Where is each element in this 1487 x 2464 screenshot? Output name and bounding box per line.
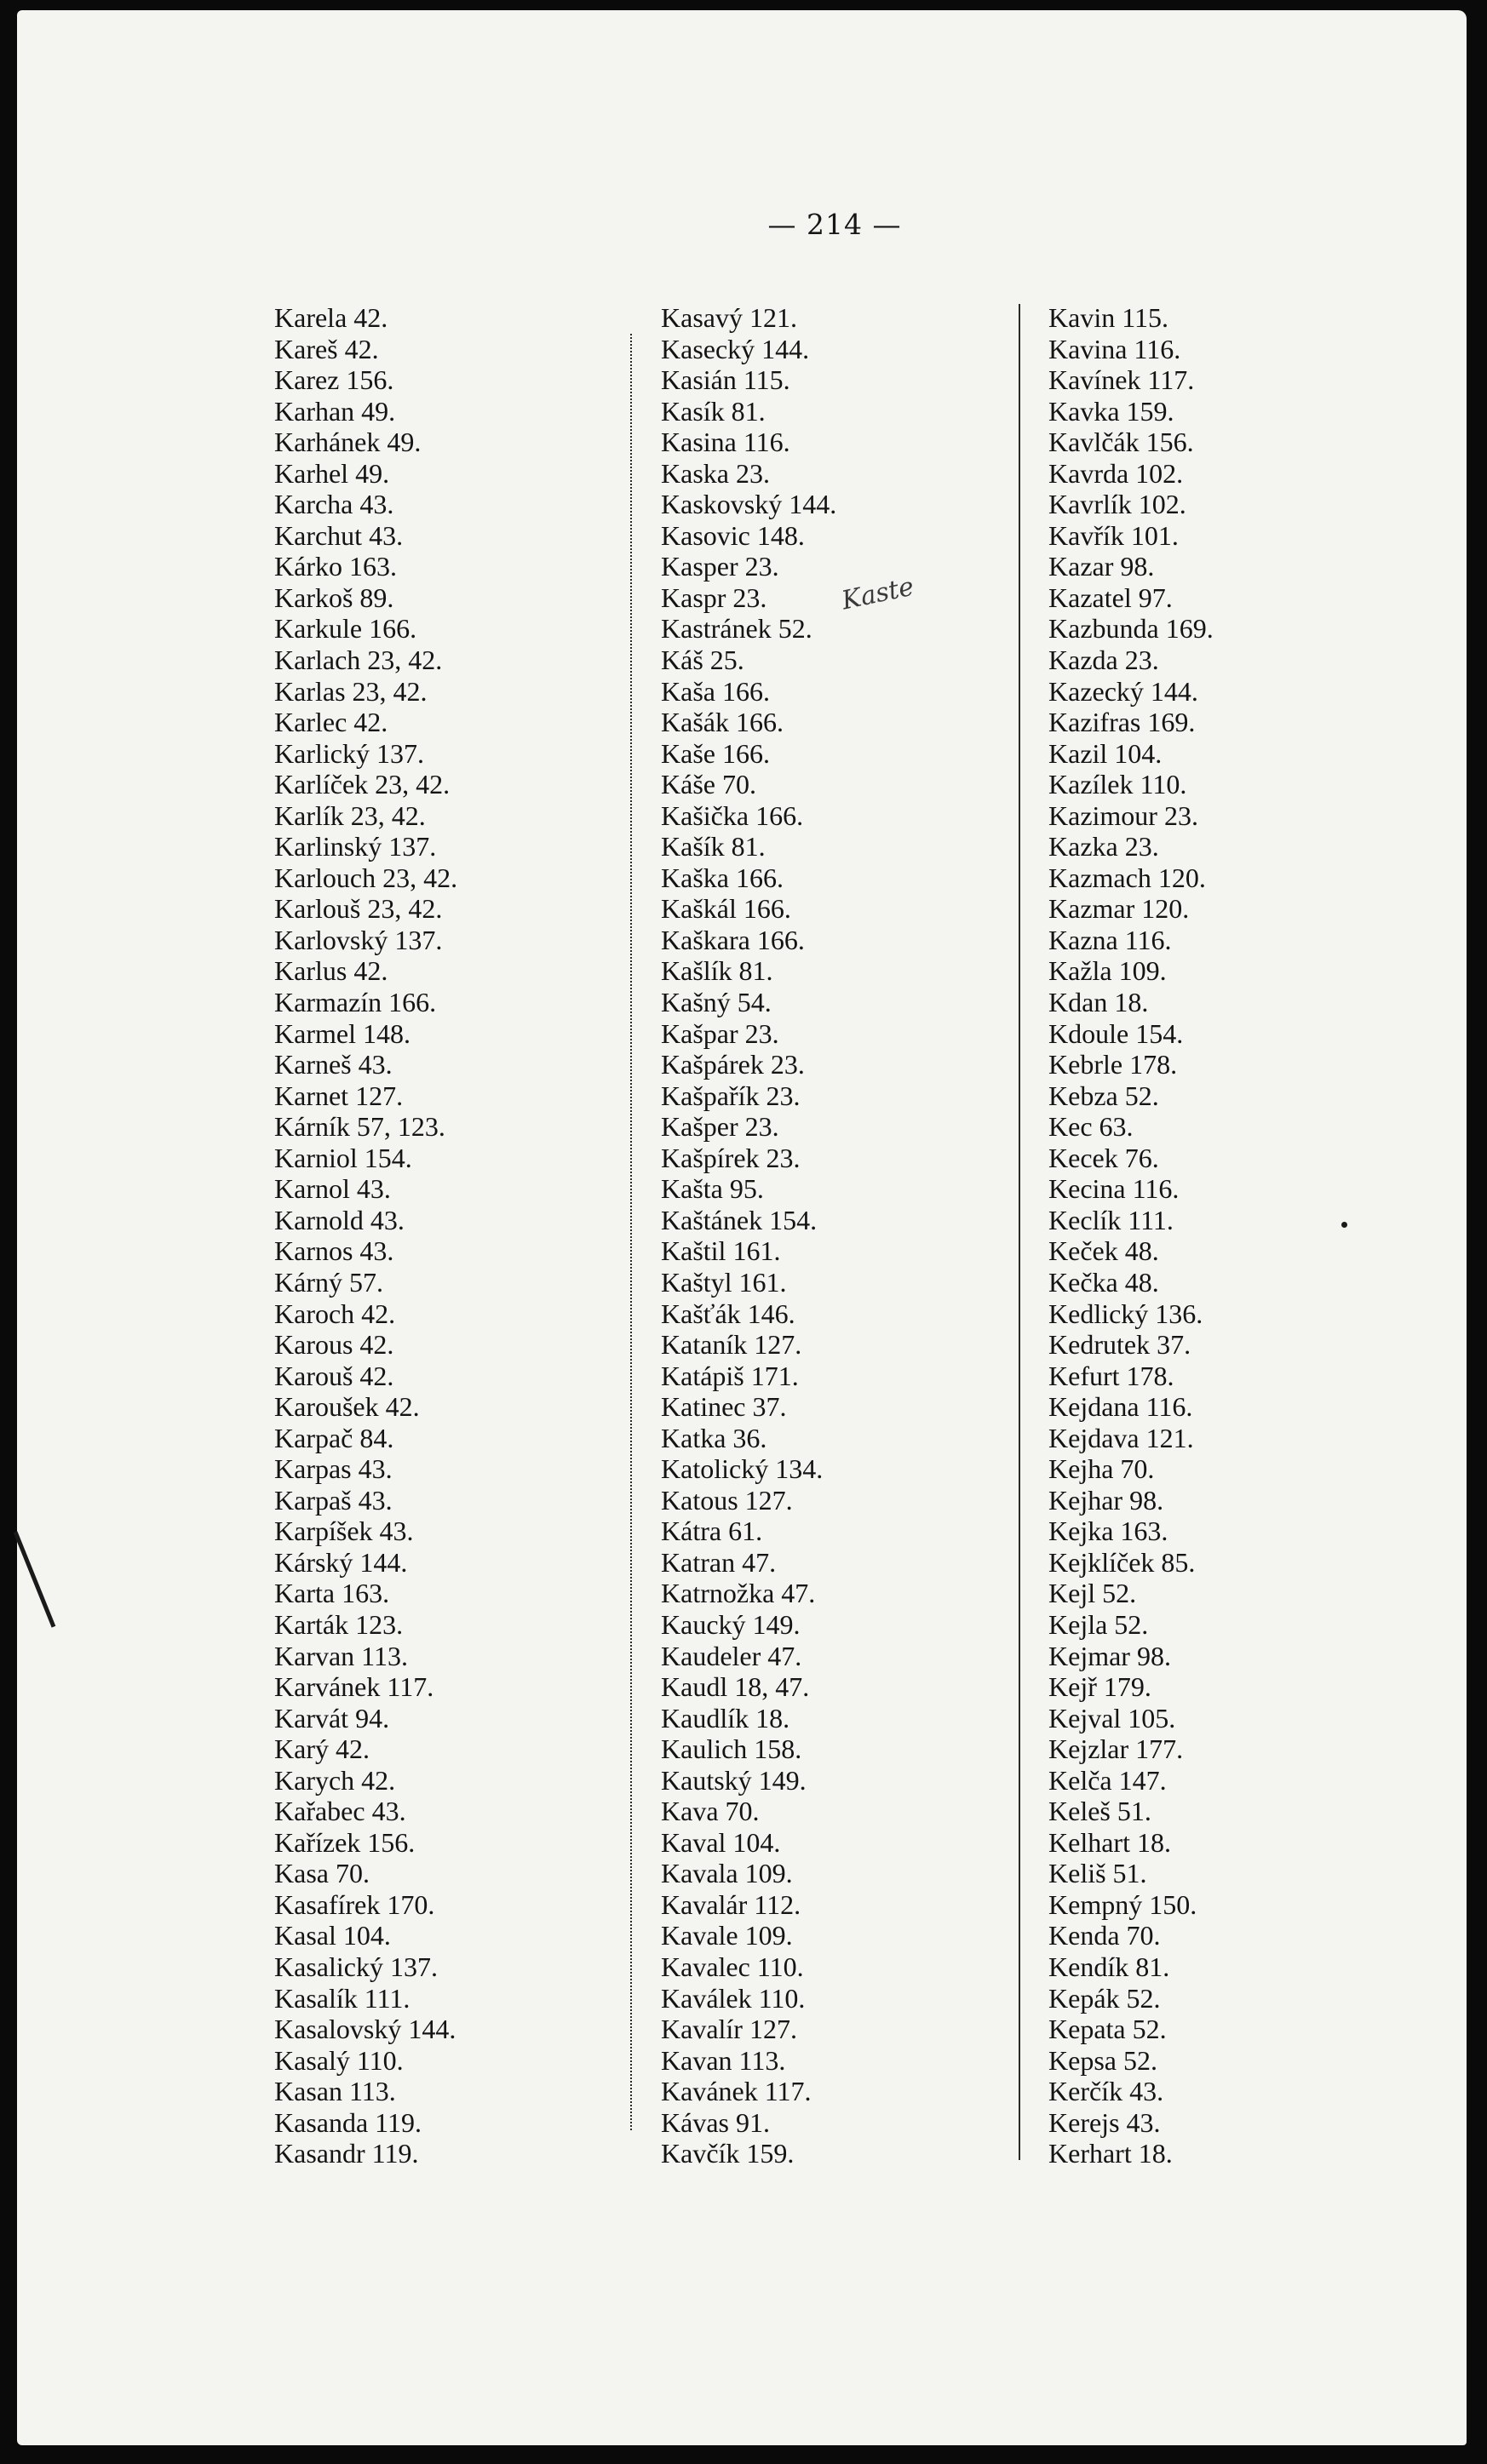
index-entry: Kerejs 43. bbox=[1048, 2106, 1161, 2138]
index-entry: Kazka 23. bbox=[1048, 831, 1159, 862]
index-entry: Keliš 51. bbox=[1048, 1858, 1147, 1889]
index-entry: Katran 47. bbox=[661, 1546, 777, 1578]
name-column-2 bbox=[661, 302, 836, 2169]
index-entry: Kazifras 169. bbox=[1048, 707, 1196, 738]
index-entry: Kazecký 144. bbox=[1048, 675, 1198, 707]
index-entry: Karlík 23, 42. bbox=[274, 799, 426, 831]
index-entry: Kašpírek 23. bbox=[661, 1142, 801, 1173]
index-entry: Kaskovský 144. bbox=[661, 489, 837, 520]
index-entry: Kdan 18. bbox=[1048, 987, 1149, 1018]
index-entry: Kasík 81. bbox=[661, 395, 766, 427]
index-entry: Kaškál 166. bbox=[661, 893, 791, 925]
index-entry: Kejha 70. bbox=[1048, 1453, 1155, 1485]
index-entry: Keleš 51. bbox=[1048, 1796, 1151, 1827]
index-entry: Kasafírek 170. bbox=[274, 1888, 435, 1920]
index-entry: Kazar 98. bbox=[1048, 551, 1155, 582]
index-entry: Karez 156. bbox=[274, 364, 394, 396]
index-entry: Karkoš 89. bbox=[274, 582, 394, 613]
index-entry: Karpač 84. bbox=[274, 1422, 394, 1453]
index-entry: Karela 42. bbox=[274, 302, 388, 333]
index-entry: Karlach 23, 42. bbox=[274, 645, 443, 676]
index-entry: Kasper 23. bbox=[661, 551, 779, 582]
index-entry: Karchut 43. bbox=[274, 519, 404, 551]
index-entry: Karpíšek 43. bbox=[274, 1516, 414, 1547]
index-entry: Karlouš 23, 42. bbox=[274, 893, 443, 925]
index-entry: Kdoule 154. bbox=[1048, 1017, 1184, 1049]
index-entry: Karlus 42. bbox=[274, 955, 388, 987]
index-entry: Kerčík 43. bbox=[1048, 2076, 1164, 2107]
index-entry: Káš 25. bbox=[661, 645, 744, 676]
index-entry: Kašper 23. bbox=[661, 1111, 779, 1143]
index-entry: Kava 70. bbox=[661, 1796, 760, 1827]
index-entry: Karoch 42. bbox=[274, 1298, 396, 1329]
index-entry: Karoušek 42. bbox=[274, 1391, 420, 1423]
index-entry: Kaválek 110. bbox=[661, 1982, 806, 2014]
index-entry: Kasalovský 144. bbox=[274, 2014, 456, 2045]
index-entry: Kavala 109. bbox=[661, 1858, 793, 1889]
index-entry: Kaštyl 161. bbox=[661, 1266, 787, 1298]
index-entry: Kavina 116. bbox=[1048, 333, 1181, 364]
index-entry: Káše 70. bbox=[661, 769, 756, 800]
index-entry: Kenda 70. bbox=[1048, 1920, 1161, 1951]
handwritten-annotation: Kaste bbox=[839, 571, 917, 616]
index-entry: Kasa 70. bbox=[274, 1858, 370, 1889]
index-entry: Kaškara 166. bbox=[661, 924, 805, 955]
index-entry: Karlovský 137. bbox=[274, 924, 443, 955]
index-entry: Karlický 137. bbox=[274, 737, 424, 769]
index-entry: Karous 42. bbox=[274, 1329, 394, 1361]
index-entry: Kašlík 81. bbox=[661, 955, 773, 987]
index-entry: Karták 123. bbox=[274, 1608, 404, 1640]
index-entry: Kavin 115. bbox=[1048, 302, 1169, 333]
index-entry: Karcha 43. bbox=[274, 489, 394, 520]
index-entry: Kaudeler 47. bbox=[661, 1640, 802, 1671]
index-entry: Kasalík 111. bbox=[274, 1982, 411, 2014]
index-entry: Karlas 23, 42. bbox=[274, 675, 428, 707]
index-entry: Kaštánek 154. bbox=[661, 1204, 818, 1235]
index-entry: Karneš 43. bbox=[274, 1049, 393, 1080]
index-entry: Kávas 91. bbox=[661, 2106, 770, 2138]
index-entry: Karlinský 137. bbox=[274, 831, 437, 862]
index-entry: Kec 63. bbox=[1048, 1111, 1134, 1143]
index-entry: Kejhar 98. bbox=[1048, 1484, 1164, 1516]
index-entry: Kavka 159. bbox=[1048, 395, 1174, 427]
index-entry: Katolický 134. bbox=[661, 1453, 824, 1485]
index-entry: Kavalír 127. bbox=[661, 2014, 797, 2045]
index-entry: Kárník 57, 123. bbox=[274, 1111, 445, 1143]
scan-artifact-dot bbox=[1341, 1222, 1347, 1228]
index-entry: Kaucký 149. bbox=[661, 1608, 801, 1640]
index-entry: Kasalý 110. bbox=[274, 2044, 404, 2076]
index-entry: Kárný 57. bbox=[274, 1266, 383, 1298]
index-entry: Kejř 179. bbox=[1048, 1671, 1151, 1703]
index-entry: Kasanda 119. bbox=[274, 2106, 422, 2138]
index-entry: Kejklíček 85. bbox=[1048, 1546, 1196, 1578]
index-entry: Kašta 95. bbox=[661, 1173, 764, 1205]
index-entry: Kasan 113. bbox=[274, 2076, 396, 2107]
index-entry: Kaulich 158. bbox=[661, 1733, 802, 1765]
index-entry: Kaše 166. bbox=[661, 737, 770, 769]
index-entry: Kelhart 18. bbox=[1048, 1826, 1171, 1858]
index-entry: Kašpařík 23. bbox=[661, 1080, 801, 1111]
index-entry: Kavale 109. bbox=[661, 1920, 793, 1951]
index-entry: Keček 48. bbox=[1048, 1235, 1159, 1267]
column-divider bbox=[630, 334, 632, 2130]
name-column-1 bbox=[274, 302, 457, 2169]
name-column-3 bbox=[1048, 302, 1214, 2169]
index-entry: Kecek 76. bbox=[1048, 1142, 1159, 1173]
column-divider bbox=[1019, 304, 1020, 2160]
index-entry: Kašička 166. bbox=[661, 799, 804, 831]
index-entry: Kasovic 148. bbox=[661, 519, 805, 551]
index-entry: Karhan 49. bbox=[274, 395, 396, 427]
index-entry: Kasavý 121. bbox=[661, 302, 797, 333]
index-entry: Kavalár 112. bbox=[661, 1888, 801, 1920]
index-entry: Kaška 166. bbox=[661, 862, 784, 893]
index-entry: Kašpar 23. bbox=[661, 1017, 779, 1049]
index-entry: Kašný 54. bbox=[661, 987, 772, 1018]
index-entry: Kejval 105. bbox=[1048, 1702, 1176, 1733]
index-entry: Kecina 116. bbox=[1048, 1173, 1180, 1205]
index-entry: Kazílek 110. bbox=[1048, 769, 1187, 800]
index-entry: Kavlčák 156. bbox=[1048, 427, 1194, 458]
index-entry: Kaudl 18, 47. bbox=[661, 1671, 810, 1703]
index-entry: Kejla 52. bbox=[1048, 1608, 1149, 1640]
index-entry: Kárko 163. bbox=[274, 551, 397, 582]
index-entry: Kempný 150. bbox=[1048, 1888, 1197, 1920]
index-entry: Kavan 113. bbox=[661, 2044, 786, 2076]
index-entry: Kazda 23. bbox=[1048, 645, 1159, 676]
index-entry: Kendík 81. bbox=[1048, 1951, 1170, 1982]
index-entry: Katka 36. bbox=[661, 1422, 767, 1453]
index-entry: Karvan 113. bbox=[274, 1640, 408, 1671]
index-entry: Kejl 52. bbox=[1048, 1578, 1137, 1609]
index-entry: Katrnožka 47. bbox=[661, 1578, 816, 1609]
index-entry: Karnold 43. bbox=[274, 1204, 405, 1235]
index-entry: Kašák 166. bbox=[661, 707, 784, 738]
index-entry: Kavrlík 102. bbox=[1048, 489, 1186, 520]
index-entry: Kazmar 120. bbox=[1048, 893, 1190, 925]
index-entry: Kaša 166. bbox=[661, 675, 770, 707]
index-entry: Kastránek 52. bbox=[661, 613, 812, 645]
index-entry: Keclík 111. bbox=[1048, 1204, 1174, 1235]
index-entry: Kašík 81. bbox=[661, 831, 766, 862]
index-entry: Kazatel 97. bbox=[1048, 582, 1173, 613]
index-entry: Karhánek 49. bbox=[274, 427, 422, 458]
index-entry: Karouš 42. bbox=[274, 1360, 394, 1391]
index-entry: Kavánek 117. bbox=[661, 2076, 812, 2107]
index-entry: Karkule 166. bbox=[274, 613, 417, 645]
index-entry: Kejka 163. bbox=[1048, 1516, 1168, 1547]
index-entry: Karvánek 117. bbox=[274, 1671, 434, 1703]
index-entry: Kavalec 110. bbox=[661, 1951, 804, 1982]
index-entry: Kebrle 178. bbox=[1048, 1049, 1178, 1080]
index-entry: Kátra 61. bbox=[661, 1516, 763, 1547]
index-entry: Karnol 43. bbox=[274, 1173, 391, 1205]
index-entry: Kataník 127. bbox=[661, 1329, 802, 1361]
index-entry: Kazil 104. bbox=[1048, 737, 1163, 769]
paper-sheet bbox=[17, 10, 1467, 2445]
index-entry: Kašťák 146. bbox=[661, 1298, 795, 1329]
index-entry: Kavínek 117. bbox=[1048, 364, 1195, 396]
index-entry: Karhel 49. bbox=[274, 457, 390, 489]
index-entry: Kazna 116. bbox=[1048, 924, 1172, 955]
index-entry: Kárský 144. bbox=[274, 1546, 408, 1578]
index-entry: Kečka 48. bbox=[1048, 1266, 1159, 1298]
index-entry: Kazmach 120. bbox=[1048, 862, 1206, 893]
index-entry: Kazbunda 169. bbox=[1048, 613, 1214, 645]
index-entry: Kazimour 23. bbox=[1048, 799, 1198, 831]
index-entry: Kasina 116. bbox=[661, 427, 790, 458]
index-entry: Karniol 154. bbox=[274, 1142, 412, 1173]
index-entry: Kasalický 137. bbox=[274, 1951, 438, 1982]
index-entry: Karlec 42. bbox=[274, 707, 388, 738]
index-entry: Kaval 104. bbox=[661, 1826, 781, 1858]
index-entry: Karych 42. bbox=[274, 1764, 396, 1796]
index-entry: Katinec 37. bbox=[661, 1391, 787, 1423]
index-entry: Karta 163. bbox=[274, 1578, 390, 1609]
index-entry: Kebza 52. bbox=[1048, 1080, 1159, 1111]
index-entry: Kejdava 121. bbox=[1048, 1422, 1194, 1453]
index-entry: Kedlický 136. bbox=[1048, 1298, 1203, 1329]
index-entry: Kefurt 178. bbox=[1048, 1360, 1174, 1391]
index-entry: Karlouch 23, 42. bbox=[274, 862, 458, 893]
index-entry: Kareš 42. bbox=[274, 333, 379, 364]
index-entry: Kasal 104. bbox=[274, 1920, 391, 1951]
index-entry: Karvát 94. bbox=[274, 1702, 390, 1733]
index-entry: Kerhart 18. bbox=[1048, 2138, 1173, 2169]
index-entry: Kelča 147. bbox=[1048, 1764, 1167, 1796]
index-entry: Karmel 148. bbox=[274, 1017, 411, 1049]
index-entry: Kařabec 43. bbox=[274, 1796, 406, 1827]
index-entry: Katápiš 171. bbox=[661, 1360, 799, 1391]
index-entry: Karpas 43. bbox=[274, 1453, 393, 1485]
index-entry: Kedrutek 37. bbox=[1048, 1329, 1191, 1361]
index-entry: Karý 42. bbox=[274, 1733, 370, 1765]
index-entry: Kaudlík 18. bbox=[661, 1702, 790, 1733]
index-entry: Karlíček 23, 42. bbox=[274, 769, 451, 800]
index-entry: Kepák 52. bbox=[1048, 1982, 1161, 2014]
index-entry: Kautský 149. bbox=[661, 1764, 807, 1796]
index-entry: Kasecký 144. bbox=[661, 333, 810, 364]
index-entry: Kasandr 119. bbox=[274, 2138, 419, 2169]
index-entry: Kavčík 159. bbox=[661, 2138, 795, 2169]
index-entry: Kažla 109. bbox=[1048, 955, 1167, 987]
index-entry: Kavřík 101. bbox=[1048, 519, 1179, 551]
index-entry: Kaspr 23. bbox=[661, 582, 767, 613]
index-entry: Kaska 23. bbox=[661, 457, 770, 489]
index-entry: Kejmar 98. bbox=[1048, 1640, 1171, 1671]
index-entry: Kaštil 161. bbox=[661, 1235, 781, 1267]
index-entry: Katous 127. bbox=[661, 1484, 793, 1516]
index-entry: Kašpárek 23. bbox=[661, 1049, 805, 1080]
index-entry: Kařízek 156. bbox=[274, 1826, 416, 1858]
index-entry: Karpaš 43. bbox=[274, 1484, 393, 1516]
index-entry: Karnet 127. bbox=[274, 1080, 404, 1111]
index-entry: Kepsa 52. bbox=[1048, 2044, 1157, 2076]
index-entry: Kepata 52. bbox=[1048, 2014, 1167, 2045]
index-entry: Kavrda 102. bbox=[1048, 457, 1184, 489]
index-entry: Karmazín 166. bbox=[274, 987, 437, 1018]
index-entry: Kejdana 116. bbox=[1048, 1391, 1193, 1423]
index-entry: Kasián 115. bbox=[661, 364, 790, 396]
page-number: — 214 — bbox=[767, 208, 902, 241]
index-entry: Karnos 43. bbox=[274, 1235, 394, 1267]
index-entry: Kejzlar 177. bbox=[1048, 1733, 1184, 1765]
